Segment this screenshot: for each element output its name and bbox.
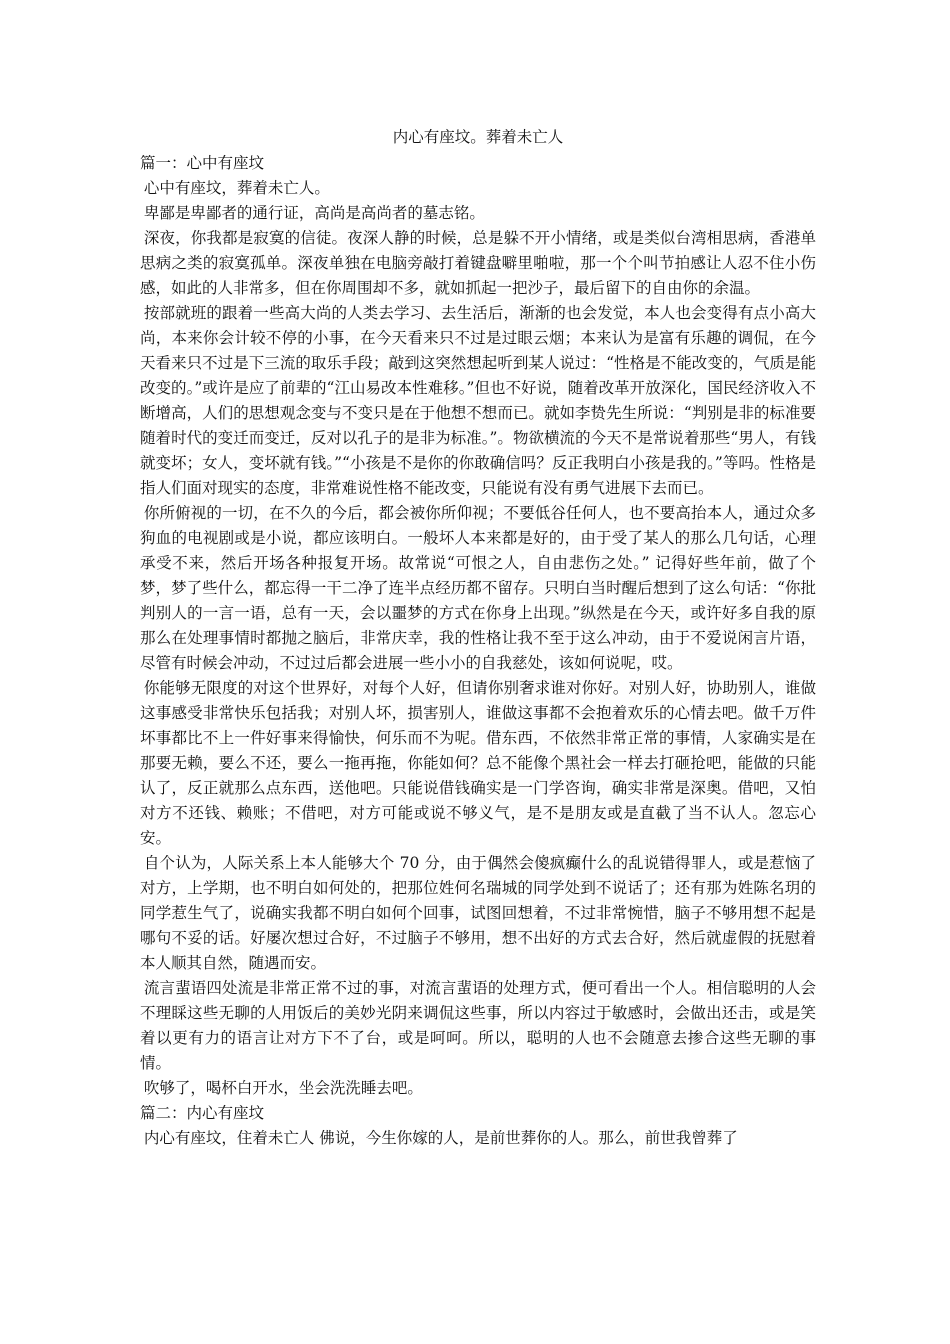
section-heading-1: 篇一：心中有座坟 <box>140 154 265 172</box>
paragraph: 内心有座坟，住着未亡人 佛说，今生你嫁的人，是前世葬你的人。那么，前世我曾葬了 <box>143 1129 738 1147</box>
paragraph: 吹够了，喝杯白开水，坐会洗洗睡去吧。 <box>143 1079 423 1097</box>
paragraph: 你能够无限度的对这个世界好，对每个人好，但请你别奢求谁对你好。对别人好，协助别人，谁做这事感受非常快乐包括我；对别人坏，损害别人，谁做这事都不会抱着欢乐的心情去吧。做千万件坏事都比不上一件好事来得愉快，何乐而不为呢。借东西，不依然非常正常的事情，人家确实是在那要无赖，要么不还，要么一拖再拖，你能如何？总不能像个黑社会一样去打砸抢吧，能做的只能认了，反正就那么点东西，送他吧。只能说借钱确实是一门学咨询，确实非常是深奥。借吧，又怕对方不还钱、赖账；不借吧，对方可能或说不够义气，是不是朋友或是直截了当不认人。忽忘心安。 <box>140 679 816 847</box>
paragraph: 卑鄙是卑鄙者的通行证，高尚是高尚者的墓志铭。 <box>143 204 485 222</box>
paragraph: 深夜，你我都是寂寞的信徒。夜深人静的时候，总是躲不开小情绪，或是类似台湾相思病，香港单思病之类的寂寞孤单。深夜单独在电脑旁敲打着键盘噼里啪啦，那一个个叫节拍感让人忍不住小伤感，如此的人非常多，但在你周围却不多，就如抓起一把沙子，最后留下的自由你的余温。 <box>140 229 816 297</box>
document-page <box>140 124 816 1151</box>
document-title: 内心有座坟。葬着未亡人 <box>392 128 564 146</box>
paragraph: 按部就班的跟着一些高大尚的人类去学习、去生活后，渐渐的也会发觉，本人也会变得有点小高大尚，本来你会计较不停的小事，在今天看来只不过是过眼云烟；本来认为是富有乐趣的调侃，在今天看来只不过是下三流的取乐手段；敲到这突然想起听到某人说过：“性格是不能改变的，气质是能改变的。”或许是应了前辈的“江山易改本性难移。”但也不好说，随着改革开放深化，国民经济收入不断增高，人们的思想观念变与不变只是在于他想不想而已。就如李贽先生所说：“判别是非的标准要随着时代的变迁而变迁，反对以孔子的是非为标准。”。物欲横流的今天不是常说着那些“男人，有钱就变坏；女人，变坏就有钱。”“小孩是不是你的你敢确信吗？反正我明白小孩是我的。”等吗。性格是指人们面对现实的态度，非常难说性格不能改变，只能说有没有勇气进展下去而已。 <box>140 304 816 497</box>
paragraph: 心中有座坟，葬着未亡人。 <box>143 179 330 197</box>
section-heading-2: 篇二：内心有座坟 <box>140 1104 265 1122</box>
paragraph: 你所俯视的一切，在不久的今后，都会被你所仰视；不要低谷任何人，也不要高抬本人，通过众多狗血的电视剧或是小说，都应该明白。一般坏人本来都是好的，由于受了某人的那么几句话，心理承受不来，然后开场各种报复开场。故常说“可恨之人，自由悲伤之处。” 记得好些年前，做了个梦，梦了些什么，都忘得一干二净了连半点经历都不留存。只明白当时醒后想到了这么句话：“你批判别人的一言一语，总有一天，会以噩梦的方式在你身上出现。”纵然是在今天，或许好多自我的原那么在处理事情时都抛之脑后，非常庆幸，我的性格让我不至于这么冲动，由于不爱说闲言片语，尽管有时候会冲动，不过过后都会进展一些小小的自我慈处，该如何说呢，哎。 <box>140 504 816 672</box>
paragraph: 自个认为，人际关系上本人能够大个 70 分，由于偶然会傻疯癫什么的乱说错得罪人，或是惹恼了对方，上学期，也不明白如何处的，把那位姓何名瑞城的同学处到不说话了；还有那为姓陈名玥的同学惹生气了，说确实我都不明白如何个回事，试图回想着，不过非常惋惜，脑子不够用想不起是哪句不妥的话。好屡次想过合好，不过脑子不够用，想不出好的方式去合好，然后就虚假的抚慰着本人顺其自然，随遇而安。 <box>140 854 816 972</box>
paragraph: 流言蜚语四处流是非常正常不过的事，对流言蜚语的处理方式，便可看出一个人。相信聪明的人会不理睬这些无聊的人用饭后的美妙光阴来调侃这些事，所以内容过于敏感时，会做出还击，或是笑着以更有力的语言让对方下不了台，或是呵呵。所以，聪明的人也不会随意去掺合这些无聊的事情。 <box>140 979 816 1072</box>
